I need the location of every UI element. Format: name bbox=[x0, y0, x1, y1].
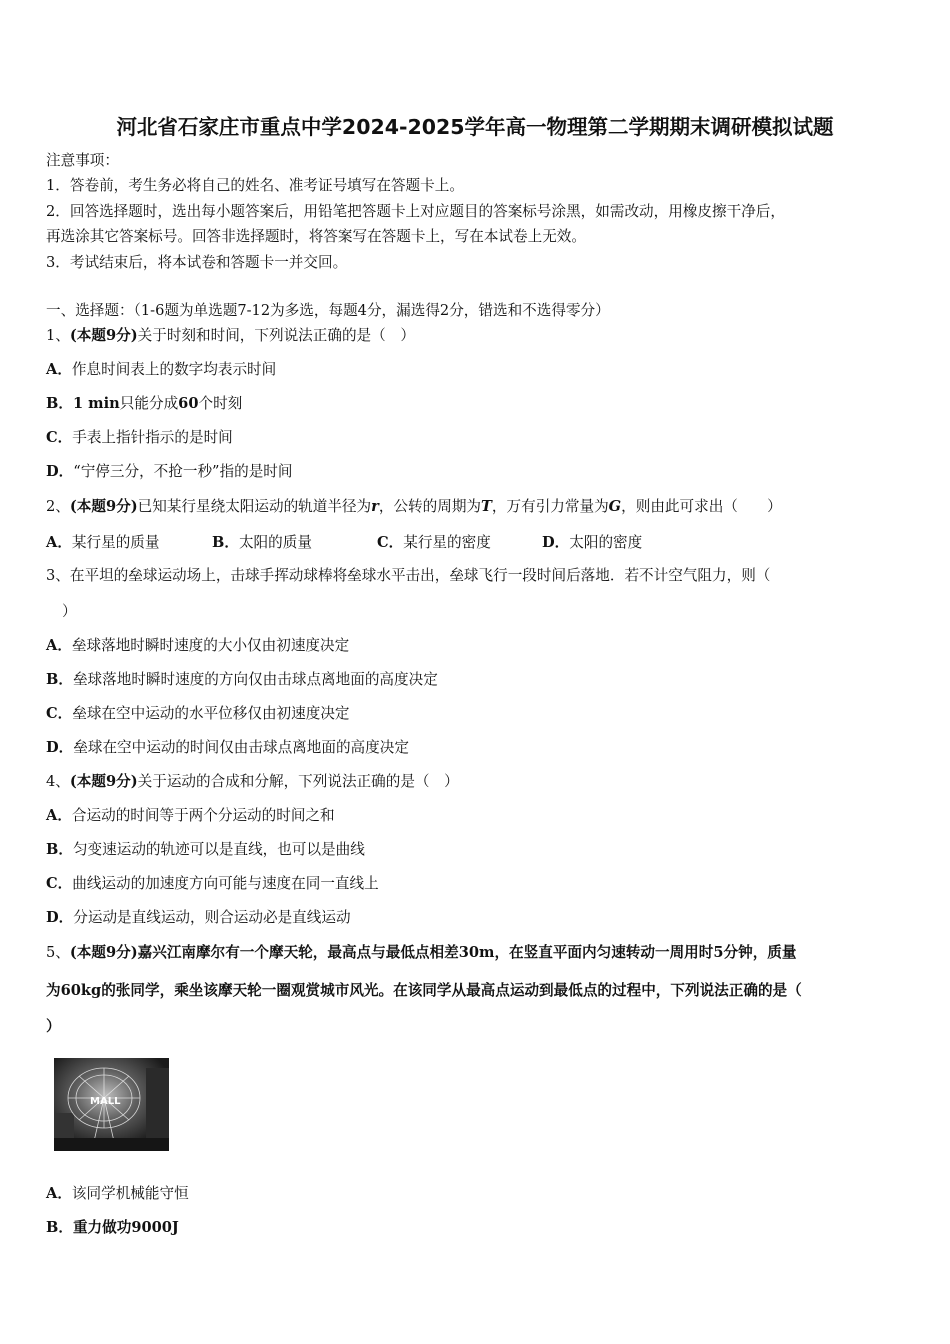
option-letter: A． bbox=[46, 807, 72, 824]
option-text-value: 1 min bbox=[72, 395, 120, 412]
question-1-stem bbox=[46, 326, 415, 346]
option-letter: A． bbox=[46, 637, 72, 654]
option-text-value: 60 bbox=[178, 395, 199, 412]
question-2-options bbox=[46, 531, 746, 551]
question-3-stem-end: ） bbox=[62, 603, 77, 620]
question-text: ，万有引力常量为 bbox=[491, 498, 609, 515]
option-letter: C． bbox=[46, 705, 73, 722]
option-text: 手表上指针指示的是时间 bbox=[72, 429, 233, 446]
question-number: 4、 bbox=[46, 773, 70, 790]
option-letter: C． bbox=[46, 429, 73, 446]
option-c bbox=[46, 704, 350, 724]
question-5-stem-line3: ） bbox=[46, 1018, 61, 1035]
option-d bbox=[542, 531, 642, 552]
page-title: 河北省石家庄市重点中学2024-2025学年高一物理第二学期期末调研模拟试题 bbox=[116, 115, 834, 139]
option-d bbox=[46, 908, 351, 928]
option-text: 合运动的时间等于两个分运动的时间之和 bbox=[71, 807, 335, 824]
question-score: (本题9分) bbox=[69, 773, 138, 790]
option-letter: A． bbox=[46, 1185, 72, 1202]
option-text: 该同学机械能守恒 bbox=[71, 1185, 189, 1202]
option-text: 作息时间表上的数字均表示时间 bbox=[71, 361, 277, 378]
question-2-stem bbox=[46, 497, 782, 517]
option-text: 分运动是直线运动，则合运动必是直线运动 bbox=[73, 909, 351, 926]
option-a bbox=[46, 1184, 189, 1204]
question-score: (本题9分) bbox=[69, 327, 138, 344]
notice-item: 再选涂其它答案标号。回答非选择题时，将答案写在答题卡上，写在本试卷上无效。 bbox=[46, 228, 586, 245]
question-score: (本题9分) bbox=[69, 944, 138, 961]
variable-t: T bbox=[481, 498, 492, 515]
option-b bbox=[46, 394, 242, 414]
question-text: ，则由此可求出（ ） bbox=[621, 498, 782, 515]
option-text: 重力做功9000J bbox=[72, 1219, 179, 1236]
option-letter: D． bbox=[46, 909, 74, 926]
option-text: 垒球在空中运动的水平位移仅由初速度决定 bbox=[72, 705, 350, 722]
notice-item: 1．答卷前，考生务必将自己的姓名、准考证号填写在答题卡上。 bbox=[46, 177, 464, 194]
question-5-stem-line2: 为60kg的张同学，乘坐该摩天轮一圈观赏城市风光。在该同学从最高点运动到最低点的过程中，下列说法正确的是（ bbox=[46, 982, 802, 999]
option-a bbox=[46, 531, 160, 552]
option-letter: B． bbox=[46, 1219, 73, 1236]
option-a bbox=[46, 360, 276, 380]
option-text: 垒球在空中运动的时间仅由击球点离地面的高度决定 bbox=[73, 739, 409, 756]
option-text: 只能分成 bbox=[119, 395, 179, 412]
question-number: 1、 bbox=[46, 327, 70, 344]
option-a bbox=[46, 806, 335, 826]
option-d bbox=[46, 462, 293, 482]
option-letter: B． bbox=[212, 534, 239, 551]
option-text: 垒球落地时瞬时速度的大小仅由初速度决定 bbox=[71, 637, 350, 654]
section-heading: 一、选择题：（1-6题为单选题7-12为多选，每题4分，漏选得2分，错选和不选得零分） bbox=[46, 302, 610, 319]
ferris-wheel-photo bbox=[54, 1058, 169, 1151]
option-c bbox=[46, 428, 233, 448]
question-number: 5、 bbox=[46, 944, 70, 961]
option-b bbox=[212, 531, 312, 552]
option-text: 个时刻 bbox=[198, 395, 243, 412]
question-text: 已知某行星绕太阳运动的轨道半径为 bbox=[137, 498, 372, 515]
option-letter: D． bbox=[46, 463, 74, 480]
option-text: 某行星的质量 bbox=[71, 534, 160, 551]
question-score: (本题9分) bbox=[69, 498, 138, 515]
option-letter: D． bbox=[542, 534, 570, 551]
option-text: 曲线运动的加速度方向可能与速度在同一直线上 bbox=[72, 875, 379, 892]
option-a bbox=[46, 636, 349, 656]
option-letter: B． bbox=[46, 671, 73, 688]
variable-r: r bbox=[371, 498, 379, 515]
option-letter: C． bbox=[46, 875, 73, 892]
option-letter: C． bbox=[377, 534, 404, 551]
option-d bbox=[46, 738, 409, 758]
option-b bbox=[46, 1218, 179, 1238]
option-b bbox=[46, 840, 365, 860]
option-c bbox=[377, 531, 491, 552]
question-text: 关于时刻和时间，下列说法正确的是（ ） bbox=[137, 327, 415, 344]
option-text: 垒球落地时瞬时速度的方向仅由击球点离地面的高度决定 bbox=[72, 671, 438, 688]
option-c bbox=[46, 874, 379, 894]
option-text: 匀变速运动的轨迹可以是直线，也可以是曲线 bbox=[72, 841, 365, 858]
question-4-stem bbox=[46, 772, 459, 792]
option-b bbox=[46, 670, 438, 690]
option-text: 太阳的密度 bbox=[569, 534, 643, 551]
option-text: “宁停三分，不抢一秒”指的是时间 bbox=[73, 463, 293, 480]
option-letter: A． bbox=[46, 534, 72, 551]
question-text: ，公转的周期为 bbox=[378, 498, 482, 515]
question-text: 关于运动的合成和分解，下列说法正确的是（ ） bbox=[137, 773, 459, 790]
variable-g: G bbox=[608, 498, 622, 515]
option-letter: D． bbox=[46, 739, 74, 756]
notice-heading: 注意事项： bbox=[46, 152, 119, 169]
option-text: 某行星的密度 bbox=[403, 534, 491, 551]
question-number: 2、 bbox=[46, 498, 70, 515]
notice-item: 3．考试结束后，将本试卷和答题卡一并交回。 bbox=[46, 254, 348, 271]
option-letter: B． bbox=[46, 395, 73, 412]
option-letter: A． bbox=[46, 361, 72, 378]
notice-item: 2．回答选择题时，选出每小题答案后，用铅笔把答题卡上对应题目的答案标号涂黑，如需改动，用橡皮擦干净后， bbox=[46, 203, 785, 220]
question-5-stem bbox=[46, 943, 797, 963]
option-letter: B． bbox=[46, 841, 73, 858]
question-text: 嘉兴江南摩尔有一个摩天轮，最高点与最低点相差30m，在竖直平面内匀速转动一周用时5分钟，质量 bbox=[137, 944, 797, 961]
question-3-stem: 3、在平坦的垒球运动场上，击球手挥动球棒将垒球水平击出，垒球飞行一段时间后落地．若不计空气阻力，则（ bbox=[46, 567, 771, 584]
photo-sign: MALL bbox=[90, 1096, 121, 1107]
option-text: 太阳的质量 bbox=[238, 534, 312, 551]
